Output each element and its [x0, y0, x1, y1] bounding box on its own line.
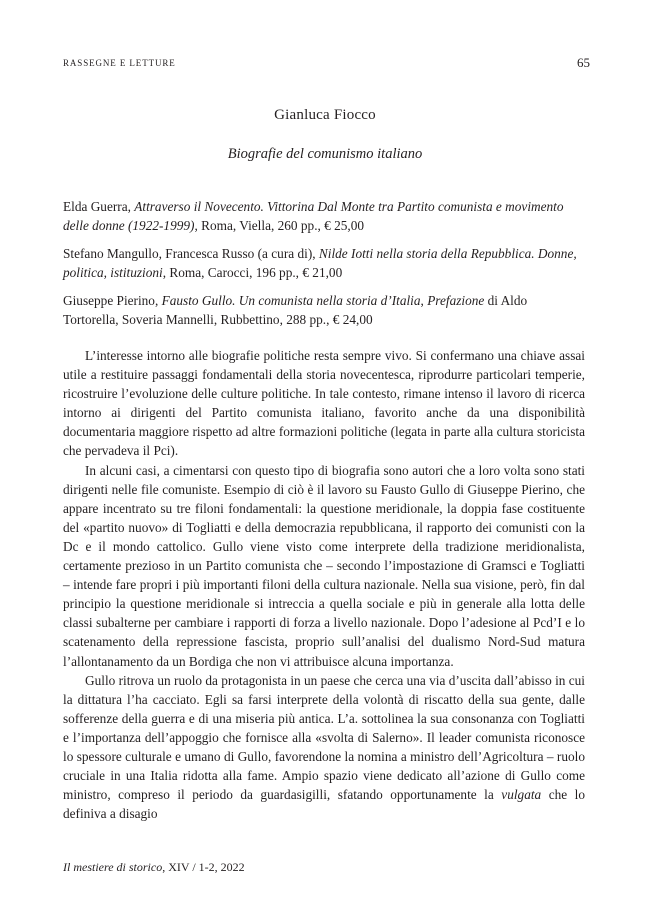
body-paragraph — [63, 671, 585, 824]
reviewed-books-list — [63, 198, 585, 329]
book-authors: Elda Guerra, — [63, 199, 135, 214]
body-paragraph: L’interesse intorno alle biografie politiche resta sempre vivo. Si confermano una chiave assai utile a restituire passaggi fondamentali della storia novecentesca, riprodurre particolari temperie, ricostruire l’evoluzione delle culture politiche. In tale contesto, rimane intenso il lavoro di ricerca intorno ai dirigenti del Partito comunista italiano, favorito anche da una disponibilità documentaria maggiore rispetto ad altre formazioni politiche (legata in parte alla cultura storicista che pervadeva il Pci). — [63, 348, 585, 459]
article-body — [63, 346, 585, 823]
book-details: , Roma, Carocci, 196 pp., € 21,00 — [162, 264, 343, 280]
preface-label: Prefazione — [427, 293, 485, 308]
journal-issue: , XIV / 1-2, 2022 — [162, 860, 245, 874]
article-title: Biografie del comunismo italiano — [227, 146, 423, 162]
book-authors: Stefano Mangullo, Francesca Russo (a cura di), — [63, 246, 319, 261]
book-details: di Aldo Tortorella, Soveria Mannelli, Rubbettino, 288 pp., € 24,00 — [63, 293, 528, 327]
book-reference — [63, 198, 585, 235]
book-authors: Giuseppe Pierino, — [63, 293, 162, 308]
journal-footer — [63, 860, 245, 875]
book-reference — [63, 292, 585, 329]
book-title: Nilde Iotti nella storia della Repubblica. Donne, politica, istituzioni — [63, 246, 577, 280]
book-details: , Roma, Viella, 260 pp., € 25,00 — [194, 217, 365, 233]
paragraph-text: che lo definiva a disagio — [63, 787, 585, 822]
paragraph-text: Gullo ritrova un ruolo da protagonista in un paese che cerca una via d’uscita dall’abisso in cui la dittatura l’ha cacciato. Egli sa farsi interprete della volontà di riscatto della sua gente, dalle sofferenze della guerra e di una miseria più antica. L’a. sottolinea la sua consonanza con Togliatti e l’importanza dell’appoggio che fornisce alla «svolta di Salerno». Il leader comunista riconosce lo spessore culturale e umano di Gullo, favorendone la nomina a ministro dell’Agricoltura – ruolo cruciale in una Italia ridotta alla fame. Ampio spazio viene dedicato all’azione di Gullo come ministro, compreso il periodo da guardasigilli, sfatando opportunamente la — [63, 672, 585, 803]
section-heading: RASSEGNE E LETTURE — [63, 58, 176, 68]
page-number: 65 — [577, 55, 590, 70]
article-author: Gianluca Fiocco — [274, 107, 376, 123]
running-head — [63, 55, 590, 73]
body-paragraph: In alcuni casi, a cimentarsi con questo tipo di biografia sono autori che a loro volta sono stati dirigenti nelle file comuniste. Esempio di ciò è il lavoro su Fausto Gullo di Giuseppe Pierino, che appare incentrato su tre filoni fondamentali: la questione meridionale, la doppia fase costituente del «partito nuovo» di Togliatti e della democrazia repubblicana, il rapporto dei comunisti con la Dc e il mondo cattolico. Gullo viene visto come interprete della tradizione meridionalista, certamente prezioso in un Partito comunista che – secondo l’impostazione di Gramsci e Togliatti – intende fare propri i più importanti filoni della cultura nazionale. Nella sua visione, però, fin dal principio la questione meridionale si intreccia a quella sociale e più in generale alla lotta delle classi subalterne per cambiare i rapporti di forza a livello nazionale. Dopo l’adesione al Pcd’I e lo scatenamento della repressione fascista, proprio sull’analisi del dualismo Nord-Sud matura l’allontanamento da un Bordiga che non vi attribuisce alcuna importanza. — [63, 462, 585, 669]
italic-term: vulgata — [501, 787, 542, 803]
book-reference — [63, 245, 585, 282]
book-separator: , — [420, 293, 428, 308]
book-title: Attraverso il Novecento. Vittorina Dal Monte tra Partito comunista e movimento delle donne (1922-1999) — [63, 199, 564, 233]
journal-name: Il mestiere di storico — [63, 860, 163, 874]
book-title: Fausto Gullo. Un comunista nella storia d’Italia — [161, 293, 421, 308]
